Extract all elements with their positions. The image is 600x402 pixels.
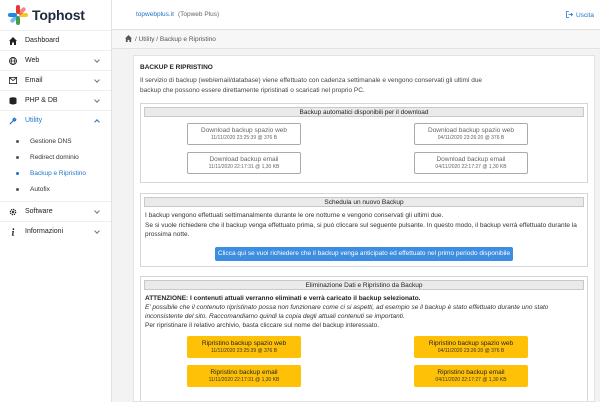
sidebar-item-utility[interactable] (0, 110, 111, 130)
button-date: 11/11/2020 22:17:31 @ 1,30 KB (208, 377, 280, 383)
warning-note: E' possibile che il contenuto ripristinato possa non funzionare come ci si aspetti, ad esempio se il backup è stato effettuato durante uno stato inconsistente del sito. Raccomandiamo quindi la copia degli attuali contenuti se importanti. (145, 303, 549, 320)
bullet-icon (16, 156, 19, 159)
button-date: 11/11/2020 23:25:39 @ 376 B (210, 348, 278, 354)
main-content (133, 55, 595, 402)
logout-icon (566, 11, 573, 20)
sidebar-item-informazioni[interactable] (0, 221, 111, 241)
download-buttons (145, 121, 583, 177)
chevron-down-icon (94, 77, 100, 83)
button-label: Download backup email (209, 156, 279, 163)
download-web-backup-button[interactable] (187, 123, 301, 145)
logout-label: Uscita (575, 12, 594, 19)
sidebar-item-label: Dashboard (25, 37, 60, 44)
request-early-backup-button[interactable]: Clicca qui se vuoi richiedere che il backup venga anticipato ed effettuato nel primo periodo disponibile (215, 247, 513, 261)
sidebar-item-email[interactable] (0, 70, 111, 90)
download-email-backup-button[interactable] (414, 152, 528, 174)
logo[interactable] (0, 0, 111, 30)
restore-email-backup-button[interactable] (414, 365, 528, 387)
domain-link[interactable]: topwebplus.it (136, 11, 174, 18)
chevron-up-icon (94, 119, 100, 125)
restore-instruction: Per ripristinare il relativo archivio, basta cliccare sul nome del backup interessato. (145, 321, 380, 329)
schedule-backup-panel (140, 193, 588, 267)
button-date: 04/11/2020 23:26:20 @ 376 B (437, 135, 505, 141)
brand-name: Tophost (32, 7, 85, 23)
bullet-icon (16, 172, 19, 175)
breadcrumb (112, 31, 600, 49)
schedule-text: I backup vengono effettuati settimanalmente durante le ore notturne e vengono conservati gli ultimi due. (145, 212, 444, 219)
button-date: 11/11/2020 22:17:31 @ 1,30 KB (208, 164, 280, 170)
download-email-backup-button[interactable] (187, 152, 301, 174)
database-icon (8, 96, 17, 105)
sidebar-item-php-db[interactable] (0, 90, 111, 110)
chevron-down-icon (94, 228, 100, 234)
sidebar-subitem-autofix[interactable] (0, 181, 111, 197)
button-label: Ripristino backup spazio web (428, 340, 514, 347)
restore-web-backup-button[interactable] (414, 336, 528, 358)
chevron-down-icon (94, 208, 100, 214)
button-date: 04/11/2020 22:17:27 @ 1,30 KB (435, 377, 507, 383)
sidebar-subitem-gestione-dns[interactable] (0, 133, 111, 149)
envelope-icon (8, 76, 17, 85)
sidebar-subitem-label: Gestione DNS (30, 137, 72, 145)
tophost-logo-icon (7, 4, 29, 26)
intro-text: Il servizio di backup (web/email/database) viene effettuato con cadenza settimanale e vengono conservati gli ultimi due backup che possono essere direttamente ripristinati o scaricati nel proprio PC. (140, 77, 483, 94)
sidebar-item-label: PHP & DB (25, 97, 58, 104)
logout-button[interactable] (566, 11, 594, 20)
button-date: 04/11/2020 23:26:20 @ 376 B (437, 348, 505, 354)
sidebar-item-label: Software (25, 208, 53, 215)
restore-web-backup-button[interactable] (187, 336, 301, 358)
schedule-text: Se si vuole richiedere che il backup venga effettuato prima, si può cliccare sul seguente pulsante. In questo modo, il backup verrà effettuato durante la prossima notte. (145, 221, 577, 238)
panel-title: Schedula un nuovo Backup (144, 197, 584, 207)
home-icon[interactable] (125, 35, 132, 44)
button-label: Download backup spazio web (201, 127, 287, 134)
panel-title: Eliminazione Dati e Ripristino da Backup (144, 280, 584, 290)
sidebar-item-software[interactable] (0, 201, 111, 221)
sidebar-subitem-backup-ripristino[interactable] (0, 165, 111, 181)
button-label: Download backup email (436, 156, 506, 163)
plan-label: (Topweb Plus) (177, 11, 220, 18)
button-date: 04/11/2020 22:17:27 @ 1,30 KB (435, 164, 507, 170)
restore-buttons (145, 336, 583, 396)
sidebar-subitem-redirect-dominio[interactable] (0, 149, 111, 165)
topbar (112, 0, 600, 30)
button-date: 11/11/2020 23:25:39 @ 376 B (210, 135, 278, 141)
gear-icon (8, 207, 17, 216)
page-title: BACKUP E RIPRISTINO (140, 64, 213, 71)
sidebar-item-label: Email (25, 77, 43, 84)
info-icon (8, 227, 17, 236)
bullet-icon (16, 140, 19, 143)
chevron-down-icon (94, 57, 100, 63)
button-label: Ripristino backup spazio web (201, 340, 287, 347)
warning-text: ATTENZIONE: I contenuti attuali verranno eliminati e verrà caricato il backup selezionato. (145, 294, 421, 302)
auto-backup-panel (140, 103, 588, 183)
sidebar-item-dashboard[interactable] (0, 30, 111, 50)
sidebar-subitem-label: Backup e Ripristino (30, 169, 86, 177)
globe-icon (8, 56, 17, 65)
sidebar-item-web[interactable] (0, 50, 111, 70)
bullet-icon (16, 188, 19, 191)
sidebar-subitem-label: Autofix (30, 185, 50, 193)
wrench-icon (8, 116, 17, 125)
sidebar-subitem-label: Redirect dominio (30, 153, 79, 161)
panel-title: Backup automatici disponibili per il download (144, 107, 584, 117)
restore-backup-panel (140, 276, 588, 402)
sidebar-item-label: Web (25, 57, 40, 64)
sidebar-item-label: Informazioni (25, 228, 64, 235)
button-label: Ripristino backup email (210, 369, 278, 376)
home-icon (8, 36, 17, 45)
utility-submenu (0, 130, 111, 201)
sidebar (0, 0, 112, 402)
chevron-down-icon (94, 97, 100, 103)
breadcrumb-path: / Utility / Backup e Ripristino (135, 36, 216, 43)
sidebar-item-label: Utility (25, 117, 43, 124)
restore-email-backup-button[interactable] (187, 365, 301, 387)
download-web-backup-button[interactable] (414, 123, 528, 145)
button-label: Ripristino backup email (437, 369, 505, 376)
button-label: Download backup spazio web (428, 127, 514, 134)
